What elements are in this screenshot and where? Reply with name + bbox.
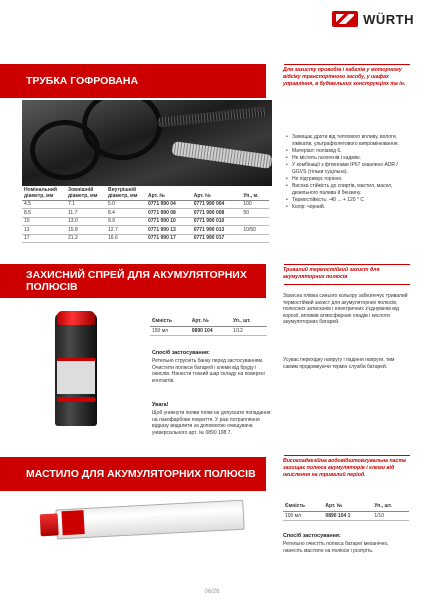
section-title-corrugated-tube: ТРУБКА ГОФРОВАНА <box>0 64 266 98</box>
table-row: 4.5 7.1 5.0 0771 990 04 0771 990 004 100 <box>22 200 269 209</box>
grease-usage-text: Ретельно очистіть полюса батареї механічно, нанесіть мастило на полюси і розтріть. <box>283 541 389 554</box>
usage-heading: Спосіб застосування: <box>152 350 210 356</box>
warning-text: Щоб уникнути появи плям не допускати попадання на лакофарбове покриття. У разі потрапляння відразу видалити за допомогою очищувача універсального арт. № 0890 108 7. <box>152 410 271 436</box>
usage-text: Ретельно струсніть банку перед застосуванням. Очистити полюси батарей і клеми від бруду і окислів. Нанести тонкий шар складу на поверхні контактів. <box>152 358 265 384</box>
engine-bay-photo <box>22 100 272 186</box>
section-title-battery-grease: МАСТИЛО ДЛЯ АКУМУЛЯТОРНИХ ПОЛЮСІВ <box>0 457 266 491</box>
table-row: 10 13.0 9.9 0771 990 10 0771 990 010 <box>22 217 269 226</box>
table-row: 150 мл 0890 104 1/12 <box>150 327 267 336</box>
grease-spec-table <box>283 503 409 521</box>
red-rule <box>284 64 410 65</box>
table-row: 13 15.8 12.7 0771 990 13 0771 990 013 10/50 <box>22 226 269 235</box>
tube-spec-table <box>22 187 269 243</box>
brand-name: WÜRTH <box>363 11 414 27</box>
grease-tube-image <box>39 494 246 545</box>
features-list <box>286 134 410 211</box>
table-row: 100 мл 0890 104 1 1/10 <box>283 512 409 521</box>
lead-text-tube: Для захисту проводів і кабелів у моторному відсіку транспортного засобу, у шафах управління, в будівельних конструкціях та ін. <box>283 67 406 88</box>
table-row: 8.5 11.7 8.4 0771 990 08 0771 990 008 50 <box>22 209 269 218</box>
list-item: • У комбінації з фітингами IP67 сквалено ADR / GGVS (тільки суцільна). <box>286 162 410 175</box>
lead-text-grease: Високоадгезійна водовідштовхувальна паста захищає полюса акумуляторів і клеми від окислення на тривалий період. <box>283 458 406 479</box>
corrugated-tube-black <box>157 106 267 127</box>
list-item: • Захищає дроти від теплового впливу, вологи, хімікатів, ультрафіолетового випромінювання. <box>286 134 410 147</box>
spray-can-image <box>55 313 97 426</box>
list-item: • Колір: чорний. <box>286 204 410 211</box>
table-header-row: Ємність Арт. № Уп., шт. <box>283 503 409 512</box>
warning-heading: Увага! <box>152 402 169 408</box>
red-rule <box>284 284 410 285</box>
table-header-row: Номінальний діаметр, мм Зовнішній діаметр, мм Внутрішній діаметр, мм Арт. № Арт. № Уп., м. <box>22 187 269 200</box>
spray-description: Захисна плівка синього кольору забезпечує тривалий термостійкий захист для акумуляторних полюсів, полюсних затискачів і електричних з'єднувачів від корозії, впливів атмосферних опадів і кислоти акумуляторних батарей. <box>283 293 408 326</box>
grease-usage-heading: Спосіб застосування: <box>283 533 341 539</box>
list-item: • Матеріал: поліамід 6. <box>286 148 410 155</box>
red-rule <box>284 455 410 456</box>
brand-logo <box>332 11 414 27</box>
table-row: 17 21.2 16.6 0771 990 17 0771 990 017 <box>22 234 269 243</box>
corrugated-tube-grey <box>172 141 272 169</box>
list-item: • Не містить галогенів і кадмію. <box>286 155 410 162</box>
spray-spec-table <box>150 318 267 336</box>
list-item: • Висока стійкість до спиртів, мастил, масел, дизельного палива й бензину. <box>286 183 410 196</box>
table-header-row: Ємність Арт. № Уп., шт. <box>150 318 267 327</box>
spray-description-2: Усуває перехідну напругу і падіння напруги, тим самим продовжуючи термін служби батарей. <box>283 357 395 370</box>
red-rule <box>284 264 410 265</box>
lead-text-spray: Тривалий термостійкий захист для акумуляторних полюсів <box>283 267 380 281</box>
list-item: • Термостійкість: -40 ... + 120 ° C <box>286 197 410 204</box>
wurth-logo-icon <box>332 11 358 27</box>
page-number: 06/26 <box>204 589 220 595</box>
section-title-protective-spray: ЗАХИСНИЙ СПРЕЙ ДЛЯ АКУМУЛЯТОРНИХ ПОЛЮСІВ <box>0 264 266 298</box>
list-item: • Не підтримує горіння. <box>286 176 410 183</box>
